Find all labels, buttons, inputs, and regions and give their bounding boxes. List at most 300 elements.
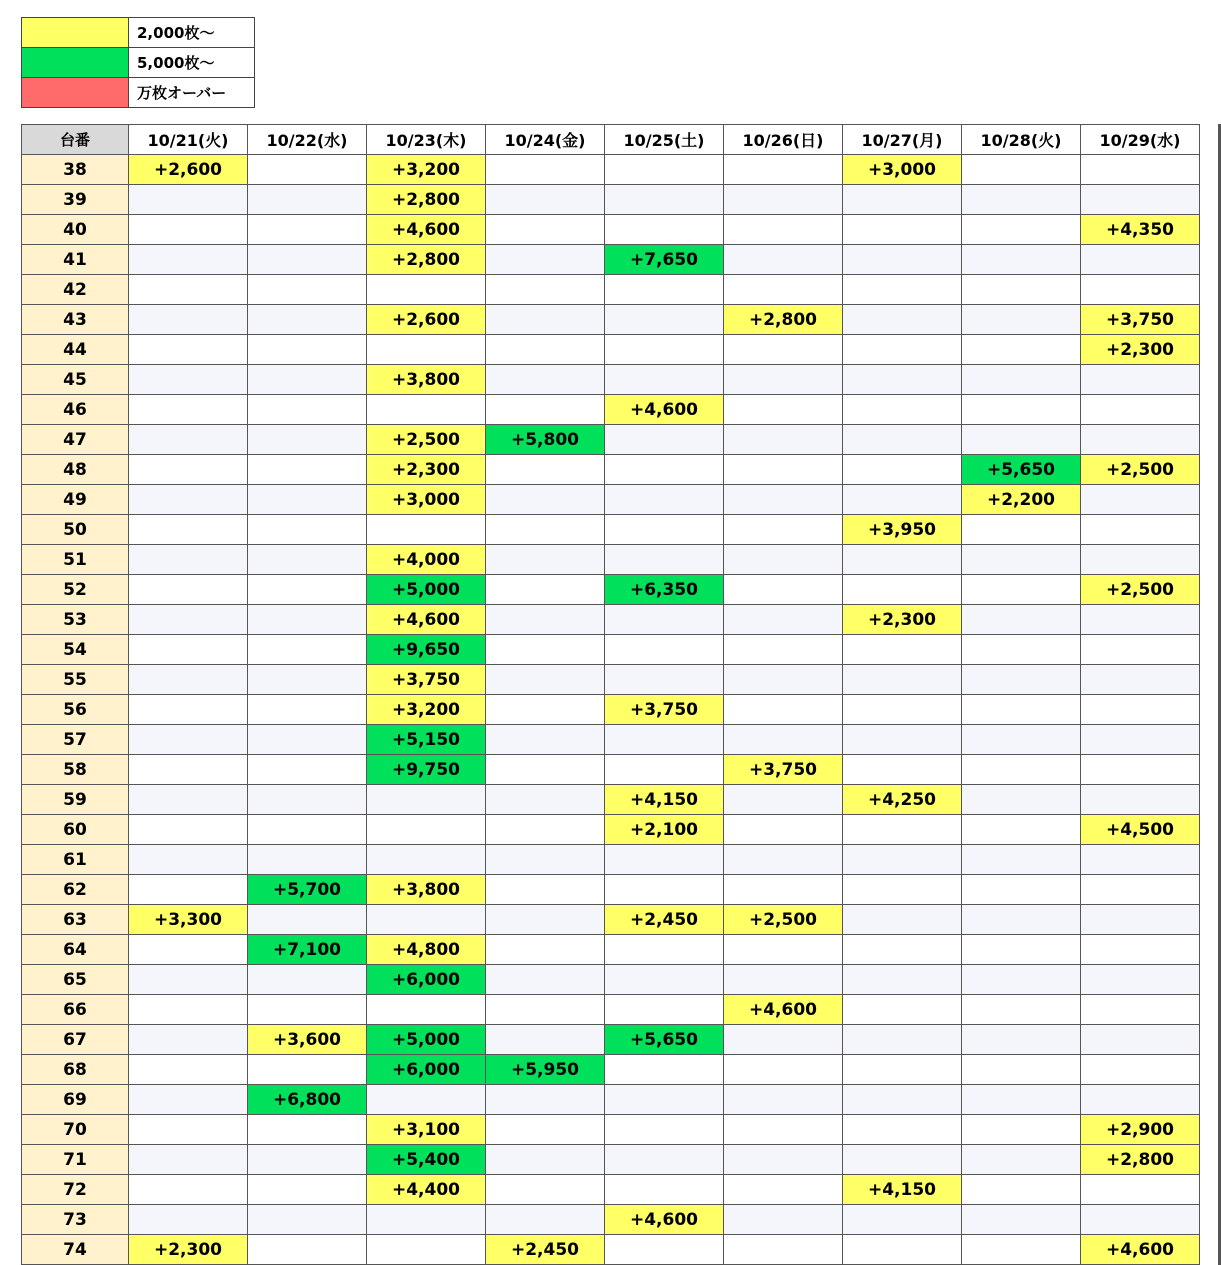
payout-cell [129, 245, 248, 275]
payout-cell [724, 1115, 843, 1145]
payout-cell [486, 605, 605, 635]
payout-cell [129, 755, 248, 785]
payout-cell [724, 1205, 843, 1235]
payout-cell [1081, 995, 1200, 1025]
payout-cell [724, 275, 843, 305]
payout-cell [605, 935, 724, 965]
payout-cell [724, 215, 843, 245]
payout-cell [1081, 605, 1200, 635]
payout-cell [962, 215, 1081, 245]
payout-cell [486, 935, 605, 965]
payout-cell [1081, 395, 1200, 425]
payout-cell [129, 485, 248, 515]
payout-cell [962, 155, 1081, 185]
payout-cell [248, 335, 367, 365]
payout-cell [1081, 365, 1200, 395]
table-row [22, 1205, 1200, 1235]
payout-cell [605, 455, 724, 485]
table-row [22, 155, 1200, 185]
payout-cell [367, 1205, 486, 1235]
payout-cell: +3,750 [1081, 305, 1200, 335]
payout-cell [962, 1235, 1081, 1265]
payout-cell [248, 1175, 367, 1205]
payout-cell [129, 1115, 248, 1145]
payout-cell: +2,800 [1081, 1145, 1200, 1175]
payout-cell [724, 335, 843, 365]
payout-cell: +3,100 [367, 1115, 486, 1145]
payout-cell: +2,500 [724, 905, 843, 935]
payout-cell: +3,750 [605, 695, 724, 725]
payout-cell [1081, 1205, 1200, 1235]
payout-cell [486, 1205, 605, 1235]
payout-cell: +9,750 [367, 755, 486, 785]
payout-cell: +9,650 [367, 635, 486, 665]
machine-number: 62 [22, 875, 129, 905]
payout-cell: +4,600 [1081, 1235, 1200, 1265]
machine-number: 55 [22, 665, 129, 695]
payout-cell [486, 215, 605, 245]
table-row [22, 515, 1200, 545]
payout-cell [129, 185, 248, 215]
payout-cell [486, 155, 605, 185]
payout-cell [962, 1115, 1081, 1145]
payout-cell [486, 335, 605, 365]
table-row [22, 335, 1200, 365]
payout-cell [486, 665, 605, 695]
machine-number: 54 [22, 635, 129, 665]
table-row [22, 905, 1200, 935]
legend-swatch-5000 [22, 48, 129, 78]
payout-cell: +2,450 [486, 1235, 605, 1265]
payout-cell: +2,600 [367, 305, 486, 335]
payout-cell: +3,300 [129, 905, 248, 935]
date-header: 10/28(火) [962, 125, 1081, 155]
payout-cell [724, 245, 843, 275]
machine-number: 56 [22, 695, 129, 725]
payout-cell [1081, 485, 1200, 515]
payout-cell: +2,800 [724, 305, 843, 335]
payout-cell [962, 845, 1081, 875]
date-header: 10/22(水) [248, 125, 367, 155]
machine-number: 63 [22, 905, 129, 935]
payout-cell [962, 635, 1081, 665]
payout-cell [248, 965, 367, 995]
machine-number: 59 [22, 785, 129, 815]
legend-label-10000: 万枚オーバー [129, 78, 255, 108]
payout-cell [248, 755, 367, 785]
payout-cell [129, 305, 248, 335]
payout-cell [367, 395, 486, 425]
payout-cell [367, 905, 486, 935]
payout-cell [367, 845, 486, 875]
payout-cell: +4,150 [605, 785, 724, 815]
payout-cell [962, 515, 1081, 545]
machine-number-header: 台番 [22, 125, 129, 155]
payout-cell [962, 665, 1081, 695]
payout-cell [1081, 845, 1200, 875]
payout-cell [724, 365, 843, 395]
payout-cell [724, 545, 843, 575]
payout-cell [843, 875, 962, 905]
payout-cell [843, 275, 962, 305]
table-row [22, 395, 1200, 425]
payout-cell [843, 995, 962, 1025]
payout-cell [367, 1085, 486, 1115]
payout-cell: +4,600 [605, 395, 724, 425]
table-row [22, 185, 1200, 215]
payout-cell [248, 845, 367, 875]
payout-cell: +4,150 [843, 1175, 962, 1205]
table-row [22, 635, 1200, 665]
payout-cell: +2,600 [129, 155, 248, 185]
table-row [22, 1085, 1200, 1115]
payout-cell [843, 755, 962, 785]
machine-number: 58 [22, 755, 129, 785]
payout-cell [605, 335, 724, 365]
payout-cell [367, 335, 486, 365]
payout-cell [486, 515, 605, 545]
machine-number: 50 [22, 515, 129, 545]
payout-cell [605, 1145, 724, 1175]
payout-cell [486, 575, 605, 605]
payout-cell: +3,750 [724, 755, 843, 785]
machine-number: 68 [22, 1055, 129, 1085]
table-row [22, 815, 1200, 845]
payout-cell [486, 485, 605, 515]
payout-cell [248, 305, 367, 335]
payout-cell [486, 275, 605, 305]
payout-cell [962, 395, 1081, 425]
payout-cell [605, 845, 724, 875]
payout-cell [367, 995, 486, 1025]
payout-cell [129, 935, 248, 965]
payout-cell [724, 1085, 843, 1115]
payout-cell [486, 995, 605, 1025]
payout-cell [129, 1085, 248, 1115]
payout-cell: +5,650 [962, 455, 1081, 485]
payout-cell [1081, 755, 1200, 785]
payout-cell: +4,500 [1081, 815, 1200, 845]
legend-label-2000: 2,000枚～ [129, 18, 255, 48]
payout-cell: +5,400 [367, 1145, 486, 1175]
payout-cell [724, 665, 843, 695]
payout-cell [129, 425, 248, 455]
payout-cell [843, 815, 962, 845]
payout-cell [129, 995, 248, 1025]
payout-cell [129, 515, 248, 545]
payout-cell [724, 395, 843, 425]
payout-cell [605, 875, 724, 905]
table-row [22, 755, 1200, 785]
payout-cell [605, 155, 724, 185]
date-header: 10/21(火) [129, 125, 248, 155]
payout-cell [486, 635, 605, 665]
payout-cell [129, 845, 248, 875]
payout-cell [248, 815, 367, 845]
table-row [22, 1055, 1200, 1085]
payout-cell: +2,300 [1081, 335, 1200, 365]
payout-cell [962, 1055, 1081, 1085]
table-row [22, 215, 1200, 245]
results-table [21, 124, 1200, 1265]
payout-cell [962, 185, 1081, 215]
payout-cell [248, 1115, 367, 1145]
payout-cell [248, 995, 367, 1025]
payout-cell [129, 575, 248, 605]
machine-number: 72 [22, 1175, 129, 1205]
payout-cell [129, 965, 248, 995]
payout-cell [724, 725, 843, 755]
payout-cell [843, 545, 962, 575]
payout-cell [962, 305, 1081, 335]
payout-cell [248, 1235, 367, 1265]
payout-cell [248, 635, 367, 665]
payout-cell [1081, 875, 1200, 905]
payout-cell [843, 185, 962, 215]
table-row [22, 455, 1200, 485]
payout-cell [129, 1055, 248, 1085]
payout-cell [248, 575, 367, 605]
payout-cell [486, 1175, 605, 1205]
legend-swatch-10000 [22, 78, 129, 108]
payout-cell [486, 395, 605, 425]
payout-cell [724, 575, 843, 605]
payout-cell [367, 1235, 486, 1265]
payout-cell: +3,000 [367, 485, 486, 515]
machine-number: 40 [22, 215, 129, 245]
table-row [22, 695, 1200, 725]
payout-cell [843, 365, 962, 395]
payout-cell [724, 785, 843, 815]
payout-cell: +4,400 [367, 1175, 486, 1205]
machine-number: 43 [22, 305, 129, 335]
table-row [22, 425, 1200, 455]
table-row [22, 875, 1200, 905]
payout-cell [605, 305, 724, 335]
payout-cell [486, 815, 605, 845]
payout-cell [1081, 785, 1200, 815]
payout-cell [1081, 515, 1200, 545]
payout-cell: +5,650 [605, 1025, 724, 1055]
payout-cell [605, 1175, 724, 1205]
payout-cell [724, 845, 843, 875]
payout-cell [962, 815, 1081, 845]
payout-cell [843, 1145, 962, 1175]
payout-cell [724, 1145, 843, 1175]
date-header: 10/26(日) [724, 125, 843, 155]
payout-cell [367, 815, 486, 845]
payout-cell: +4,250 [843, 785, 962, 815]
payout-cell [962, 995, 1081, 1025]
table-row [22, 845, 1200, 875]
payout-cell: +4,600 [605, 1205, 724, 1235]
payout-cell [962, 275, 1081, 305]
payout-cell [962, 545, 1081, 575]
payout-cell: +4,600 [367, 215, 486, 245]
payout-cell [962, 1085, 1081, 1115]
payout-cell [129, 395, 248, 425]
payout-cell [724, 1235, 843, 1265]
payout-cell [843, 665, 962, 695]
payout-cell [1081, 1175, 1200, 1205]
payout-cell [605, 515, 724, 545]
table-row [22, 665, 1200, 695]
payout-cell [248, 785, 367, 815]
legend-label-5000: 5,000枚～ [129, 48, 255, 78]
payout-cell: +2,300 [129, 1235, 248, 1265]
payout-cell [843, 305, 962, 335]
payout-cell [605, 995, 724, 1025]
payout-cell [486, 785, 605, 815]
date-header: 10/27(月) [843, 125, 962, 155]
date-header: 10/23(木) [367, 125, 486, 155]
payout-cell [962, 425, 1081, 455]
payout-cell [962, 1175, 1081, 1205]
payout-cell [486, 545, 605, 575]
payout-cell [843, 1085, 962, 1115]
payout-cell: +2,800 [367, 185, 486, 215]
payout-cell [962, 1205, 1081, 1235]
payout-cell [962, 245, 1081, 275]
payout-cell [843, 455, 962, 485]
payout-cell [962, 335, 1081, 365]
payout-cell [1081, 695, 1200, 725]
payout-cell [486, 875, 605, 905]
payout-cell [724, 815, 843, 845]
payout-cell: +5,000 [367, 1025, 486, 1055]
payout-cell [248, 1145, 367, 1175]
payout-cell [605, 755, 724, 785]
payout-cell: +4,600 [724, 995, 843, 1025]
payout-cell [129, 695, 248, 725]
payout-cell [248, 905, 367, 935]
payout-cell [843, 695, 962, 725]
payout-cell [724, 1175, 843, 1205]
payout-cell [1081, 425, 1200, 455]
machine-number: 71 [22, 1145, 129, 1175]
payout-cell [486, 1145, 605, 1175]
payout-cell [843, 965, 962, 995]
payout-cell [248, 185, 367, 215]
payout-cell [129, 815, 248, 845]
payout-cell [962, 905, 1081, 935]
payout-cell: +6,800 [248, 1085, 367, 1115]
payout-cell [129, 1175, 248, 1205]
date-header: 10/25(土) [605, 125, 724, 155]
payout-cell [843, 635, 962, 665]
payout-cell: +7,100 [248, 935, 367, 965]
machine-number: 45 [22, 365, 129, 395]
payout-cell [367, 275, 486, 305]
machine-number: 51 [22, 545, 129, 575]
payout-cell [129, 455, 248, 485]
machine-number: 74 [22, 1235, 129, 1265]
payout-cell: +3,000 [843, 155, 962, 185]
payout-cell [248, 695, 367, 725]
table-row [22, 575, 1200, 605]
payout-cell [1081, 665, 1200, 695]
payout-cell [1081, 185, 1200, 215]
machine-number: 67 [22, 1025, 129, 1055]
payout-cell [248, 275, 367, 305]
legend-row [22, 48, 255, 78]
payout-cell [486, 365, 605, 395]
machine-number: 39 [22, 185, 129, 215]
machine-number: 41 [22, 245, 129, 275]
payout-cell [486, 1085, 605, 1115]
payout-cell: +5,950 [486, 1055, 605, 1085]
payout-cell: +3,950 [843, 515, 962, 545]
machine-number: 73 [22, 1205, 129, 1235]
payout-cell [129, 635, 248, 665]
payout-cell [1081, 1025, 1200, 1055]
table-row [22, 485, 1200, 515]
payout-cell [248, 515, 367, 545]
payout-cell [248, 665, 367, 695]
payout-cell [248, 1055, 367, 1085]
payout-cell: +3,750 [367, 665, 486, 695]
payout-cell [129, 785, 248, 815]
payout-cell [605, 1085, 724, 1115]
table-row [22, 245, 1200, 275]
payout-cell [486, 185, 605, 215]
payout-cell: +4,350 [1081, 215, 1200, 245]
payout-cell: +2,800 [367, 245, 486, 275]
payout-cell [843, 245, 962, 275]
payout-cell [129, 665, 248, 695]
payout-cell [1081, 935, 1200, 965]
payout-cell [843, 1235, 962, 1265]
table-row [22, 935, 1200, 965]
payout-cell [724, 155, 843, 185]
machine-number: 65 [22, 965, 129, 995]
payout-cell [605, 275, 724, 305]
payout-cell [129, 365, 248, 395]
machine-number: 69 [22, 1085, 129, 1115]
payout-cell [843, 395, 962, 425]
payout-cell [248, 215, 367, 245]
machine-number: 66 [22, 995, 129, 1025]
payout-cell [248, 425, 367, 455]
payout-cell [1081, 275, 1200, 305]
payout-cell [1081, 635, 1200, 665]
payout-cell [486, 455, 605, 485]
payout-cell [843, 725, 962, 755]
payout-cell [486, 725, 605, 755]
payout-cell [962, 695, 1081, 725]
payout-cell [724, 965, 843, 995]
payout-cell [486, 755, 605, 785]
payout-cell [1081, 155, 1200, 185]
payout-cell [724, 695, 843, 725]
payout-cell [129, 875, 248, 905]
payout-cell [248, 485, 367, 515]
payout-cell: +2,300 [367, 455, 486, 485]
machine-number: 70 [22, 1115, 129, 1145]
payout-cell: +3,200 [367, 155, 486, 185]
payout-cell [1081, 545, 1200, 575]
payout-cell [962, 935, 1081, 965]
payout-cell [605, 965, 724, 995]
table-row [22, 365, 1200, 395]
payout-cell [248, 725, 367, 755]
payout-cell: +5,000 [367, 575, 486, 605]
machine-number: 42 [22, 275, 129, 305]
payout-cell: +5,800 [486, 425, 605, 455]
payout-cell [605, 725, 724, 755]
table-row [22, 545, 1200, 575]
payout-cell [248, 395, 367, 425]
